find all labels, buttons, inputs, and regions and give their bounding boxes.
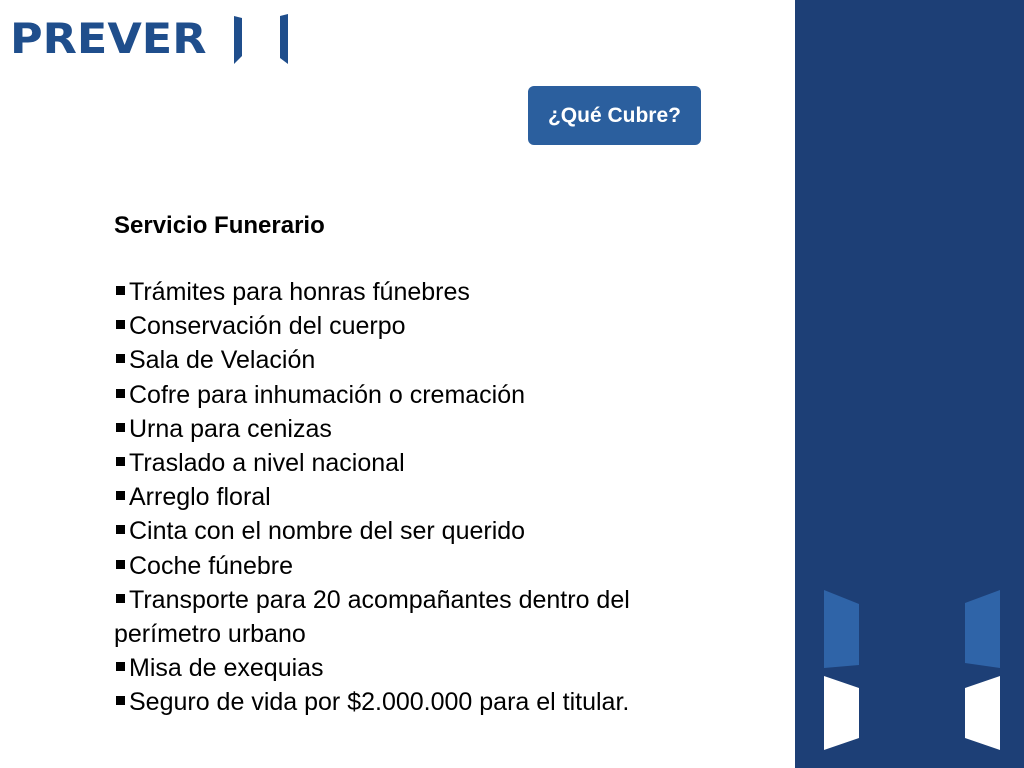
service-content [114,210,714,720]
service-title: Servicio Funerario [114,212,325,239]
list-item [114,412,714,446]
logo-text: PREVER [10,14,207,63]
list-item [114,275,714,309]
square-bullet-icon [116,525,125,534]
list-item-text: Urna para cenizas [129,414,332,443]
list-item [114,446,714,480]
list-item [114,343,714,377]
square-bullet-icon [116,286,125,295]
prever-brand-mark-icon [228,12,298,82]
list-item-text: Seguro de vida por $2.000.000 para el titular. [129,688,630,717]
list-item-text: Sala de Velación [129,346,316,375]
square-bullet-icon [116,696,125,705]
que-cubre-label: ¿Qué Cubre? [547,103,681,127]
list-item [114,514,714,548]
list-item-text: Coche fúnebre [129,551,294,580]
square-bullet-icon [116,457,125,466]
square-bullet-icon [116,320,125,329]
service-list [114,275,714,720]
square-bullet-icon [116,560,125,569]
list-item-text: Cofre para inhumación o cremación [129,380,526,409]
list-item [114,378,714,412]
list-item [114,309,714,343]
square-bullet-icon [116,491,125,500]
list-item-text: Misa de exequias [129,654,324,683]
list-item-text: Conservación del cuerpo [129,312,406,341]
list-item-text: Arreglo floral [129,483,271,512]
list-item [114,651,714,685]
list-item-text: Transporte para 20 acompañantes dentro del perímetro urbano [114,585,630,649]
square-bullet-icon [116,662,125,671]
side-panel [795,0,1024,768]
list-item [114,583,714,651]
que-cubre-button[interactable] [528,86,701,145]
list-item-text: Trámites para honras fúnebres [129,278,470,306]
brand-chevron-shapes-icon [795,0,1024,768]
square-bullet-icon [116,389,125,398]
square-bullet-icon [116,354,125,363]
list-item [114,685,714,719]
list-item-text: Traslado a nivel nacional [129,449,405,478]
square-bullet-icon [116,594,125,603]
square-bullet-icon [116,423,125,432]
list-item-text: Cinta con el nombre del ser querido [129,517,526,546]
prever-logo [10,14,207,64]
list-item [114,549,714,583]
list-item [114,480,714,514]
